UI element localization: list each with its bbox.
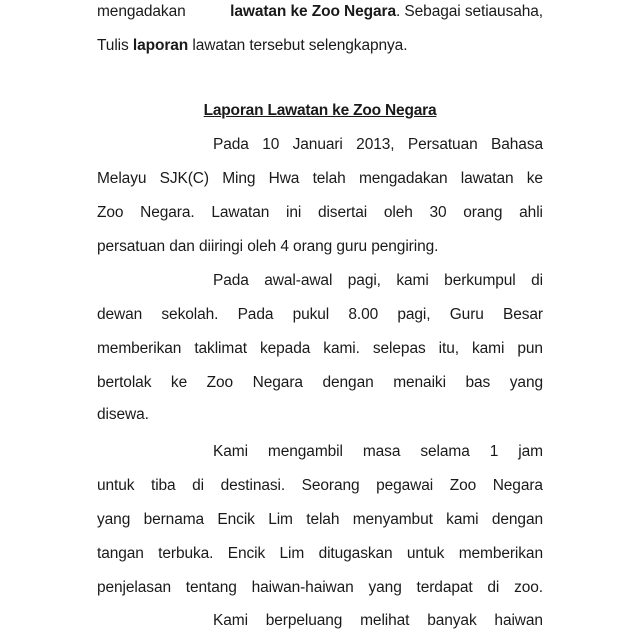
body-line-14-word-5: terdapat — [416, 579, 473, 596]
body-line-1-word-2: 10 — [262, 136, 280, 153]
body-line-11-word-2: tiba — [150, 477, 176, 494]
body-line-1-word-3: Januari — [292, 136, 343, 153]
body-line-7-word-6: itu, — [438, 340, 459, 357]
body-line-3 — [97, 201, 543, 225]
intro-line-1 — [97, 0, 543, 24]
body-line-4: persatuan dan diiringi oleh 4 orang guru pengiring. — [97, 238, 439, 255]
body-line-3-word-2: Negara. — [140, 204, 195, 221]
body-line-13-word-6: untuk — [406, 545, 445, 562]
body-line-14-word-7: zoo. — [514, 579, 543, 596]
body-line-12-word-6: menyambut — [352, 511, 433, 528]
body-line-11-word-7: Zoo — [449, 477, 477, 494]
body-line-13-word-1: tangan — [97, 545, 144, 562]
body-line-7-word-2: taklimat — [194, 340, 247, 357]
body-line-15-word-1: Kami — [213, 612, 248, 629]
body-line-3-word-6: oleh — [383, 204, 413, 221]
body-line-10-word-4: selama — [420, 443, 470, 460]
body-line-6-word-6: pagi, — [397, 306, 431, 323]
body-line-9: disewa. — [97, 406, 149, 423]
intro-line-2-post: lawatan tersebut selengkapnya. — [192, 37, 408, 54]
body-line-12-word-2: bernama — [143, 511, 205, 528]
body-line-7-word-8: pun — [517, 340, 543, 357]
body-line-6-word-1: dewan — [97, 306, 143, 323]
body-line-10 — [97, 440, 543, 464]
body-line-7-word-4: kami. — [323, 340, 360, 357]
body-line-2-word-7: lawatan — [460, 170, 514, 187]
body-line-6-word-8: Besar — [503, 306, 543, 323]
body-line-6-word-7: Guru — [449, 306, 484, 323]
body-line-15 — [97, 609, 543, 633]
body-line-1-word-6: Bahasa — [491, 136, 543, 153]
body-line-3-word-7: 30 — [429, 204, 447, 221]
body-line-12-word-3: Encik — [217, 511, 255, 528]
body-line-5-word-4: kami — [396, 272, 429, 289]
intro-line-2 — [97, 34, 543, 58]
body-line-14-word-6: di — [487, 579, 500, 596]
body-line-6-word-3: Pada — [237, 306, 274, 323]
body-line-13-word-7: memberikan — [458, 545, 543, 562]
body-line-13 — [97, 542, 543, 566]
body-line-8-word-6: menaiki — [393, 374, 446, 391]
intro-line-1-bold: lawatan ke Zoo Negara — [230, 3, 397, 20]
body-line-3-word-8: orang — [463, 204, 503, 221]
body-line-8-word-4: Negara — [252, 374, 303, 391]
body-line-2-word-5: telah — [312, 170, 346, 187]
body-line-15-word-2: berpeluang — [265, 612, 343, 629]
body-line-6 — [97, 303, 543, 327]
body-line-13-word-5: ditugaskan — [318, 545, 393, 562]
body-line-15-word-4: banyak — [427, 612, 477, 629]
intro-line-1-pre: mengadakan — [97, 3, 186, 20]
body-line-6-word-2: sekolah. — [161, 306, 219, 323]
body-line-10-word-1: Kami — [213, 443, 248, 460]
body-line-11-word-5: Seorang — [301, 477, 360, 494]
body-line-7-word-5: selepas — [372, 340, 426, 357]
body-line-3-word-3: Lawatan — [211, 204, 270, 221]
body-line-12-word-8: dengan — [491, 511, 543, 528]
body-line-10-word-6: jam — [518, 443, 543, 460]
body-line-7-word-7: kami — [472, 340, 505, 357]
body-line-2-word-6: mengadakan — [358, 170, 448, 187]
body-line-2-word-2: SJK(C) — [159, 170, 209, 187]
body-line-8-word-3: Zoo — [206, 374, 234, 391]
body-line-12-word-7: kami — [446, 511, 479, 528]
body-line-7-word-3: kepada — [259, 340, 311, 357]
body-line-6-word-5: 8.00 — [348, 306, 379, 323]
body-line-2-word-8: ke — [526, 170, 543, 187]
body-line-14-word-3: haiwan-haiwan — [251, 579, 354, 596]
body-line-6-word-4: pukul — [292, 306, 330, 323]
body-line-8-word-5: dengan — [322, 374, 374, 391]
body-line-5-word-2: awal-awal — [264, 272, 333, 289]
body-line-13-word-2: terbuka. — [158, 545, 214, 562]
body-line-5-word-3: pagi, — [347, 272, 381, 289]
body-line-12-word-1: yang — [97, 511, 131, 528]
body-line-8 — [97, 371, 543, 395]
body-line-11-word-1: untuk — [97, 477, 135, 494]
intro-line-2-pre: Tulis — [97, 37, 129, 54]
body-line-8-word-8: yang — [509, 374, 543, 391]
body-line-1-word-5: Persatuan — [407, 136, 478, 153]
body-line-13-word-3: Encik — [227, 545, 266, 562]
body-line-15-word-5: haiwan — [494, 612, 543, 629]
body-line-1-word-4: 2013, — [356, 136, 395, 153]
body-line-3-word-1: Zoo — [97, 204, 124, 221]
body-line-13-word-4: Lim — [279, 545, 305, 562]
body-line-5-word-6: di — [531, 272, 543, 289]
body-line-2-word-3: Ming — [222, 170, 256, 187]
body-line-5-word-1: Pada — [213, 272, 249, 289]
body-line-11-word-4: destinasi. — [220, 477, 286, 494]
body-line-1-word-1: Pada — [213, 136, 249, 153]
intro-line-2-bold: laporan — [132, 37, 189, 54]
body-line-8-word-2: ke — [170, 374, 188, 391]
body-line-2-word-1: Melayu — [97, 170, 147, 187]
body-line-3-word-9: ahli — [519, 204, 543, 221]
body-line-14 — [97, 576, 543, 600]
body-line-3-word-5: disertai — [317, 204, 368, 221]
body-line-14-word-2: tentang — [185, 579, 237, 596]
intro-line-1-post: . Sebagai setiausaha, — [396, 3, 543, 20]
body-line-12-word-4: Lim — [268, 511, 293, 528]
body-line-7-word-1: memberikan — [97, 340, 182, 357]
body-line-8-word-1: bertolak — [97, 374, 152, 391]
body-line-10-word-2: mengambil — [267, 443, 343, 460]
body-line-11-word-6: pegawai — [376, 477, 434, 494]
body-line-11-word-3: di — [192, 477, 205, 494]
body-line-3-word-4: ini — [285, 204, 302, 221]
body-line-14-word-4: yang — [368, 579, 402, 596]
body-line-5-word-5: berkumpul — [444, 272, 516, 289]
body-line-15-word-3: melihat — [360, 612, 410, 629]
body-line-1 — [97, 133, 543, 157]
body-line-11-word-8: Negara — [492, 477, 543, 494]
report-title: Laporan Lawatan ke Zoo Negara — [203, 102, 437, 119]
body-line-10-word-5: 1 — [489, 443, 499, 460]
body-line-10-word-3: masa — [362, 443, 401, 460]
body-line-11 — [97, 474, 543, 498]
body-line-12 — [97, 508, 543, 532]
body-line-12-word-5: telah — [306, 511, 340, 528]
body-line-7 — [97, 337, 543, 361]
body-line-2 — [97, 167, 543, 191]
body-line-5 — [97, 269, 543, 293]
body-line-8-word-7: bas — [465, 374, 491, 391]
body-line-14-word-1: penjelasan — [97, 579, 171, 596]
body-line-2-word-4: Hwa — [268, 170, 300, 187]
